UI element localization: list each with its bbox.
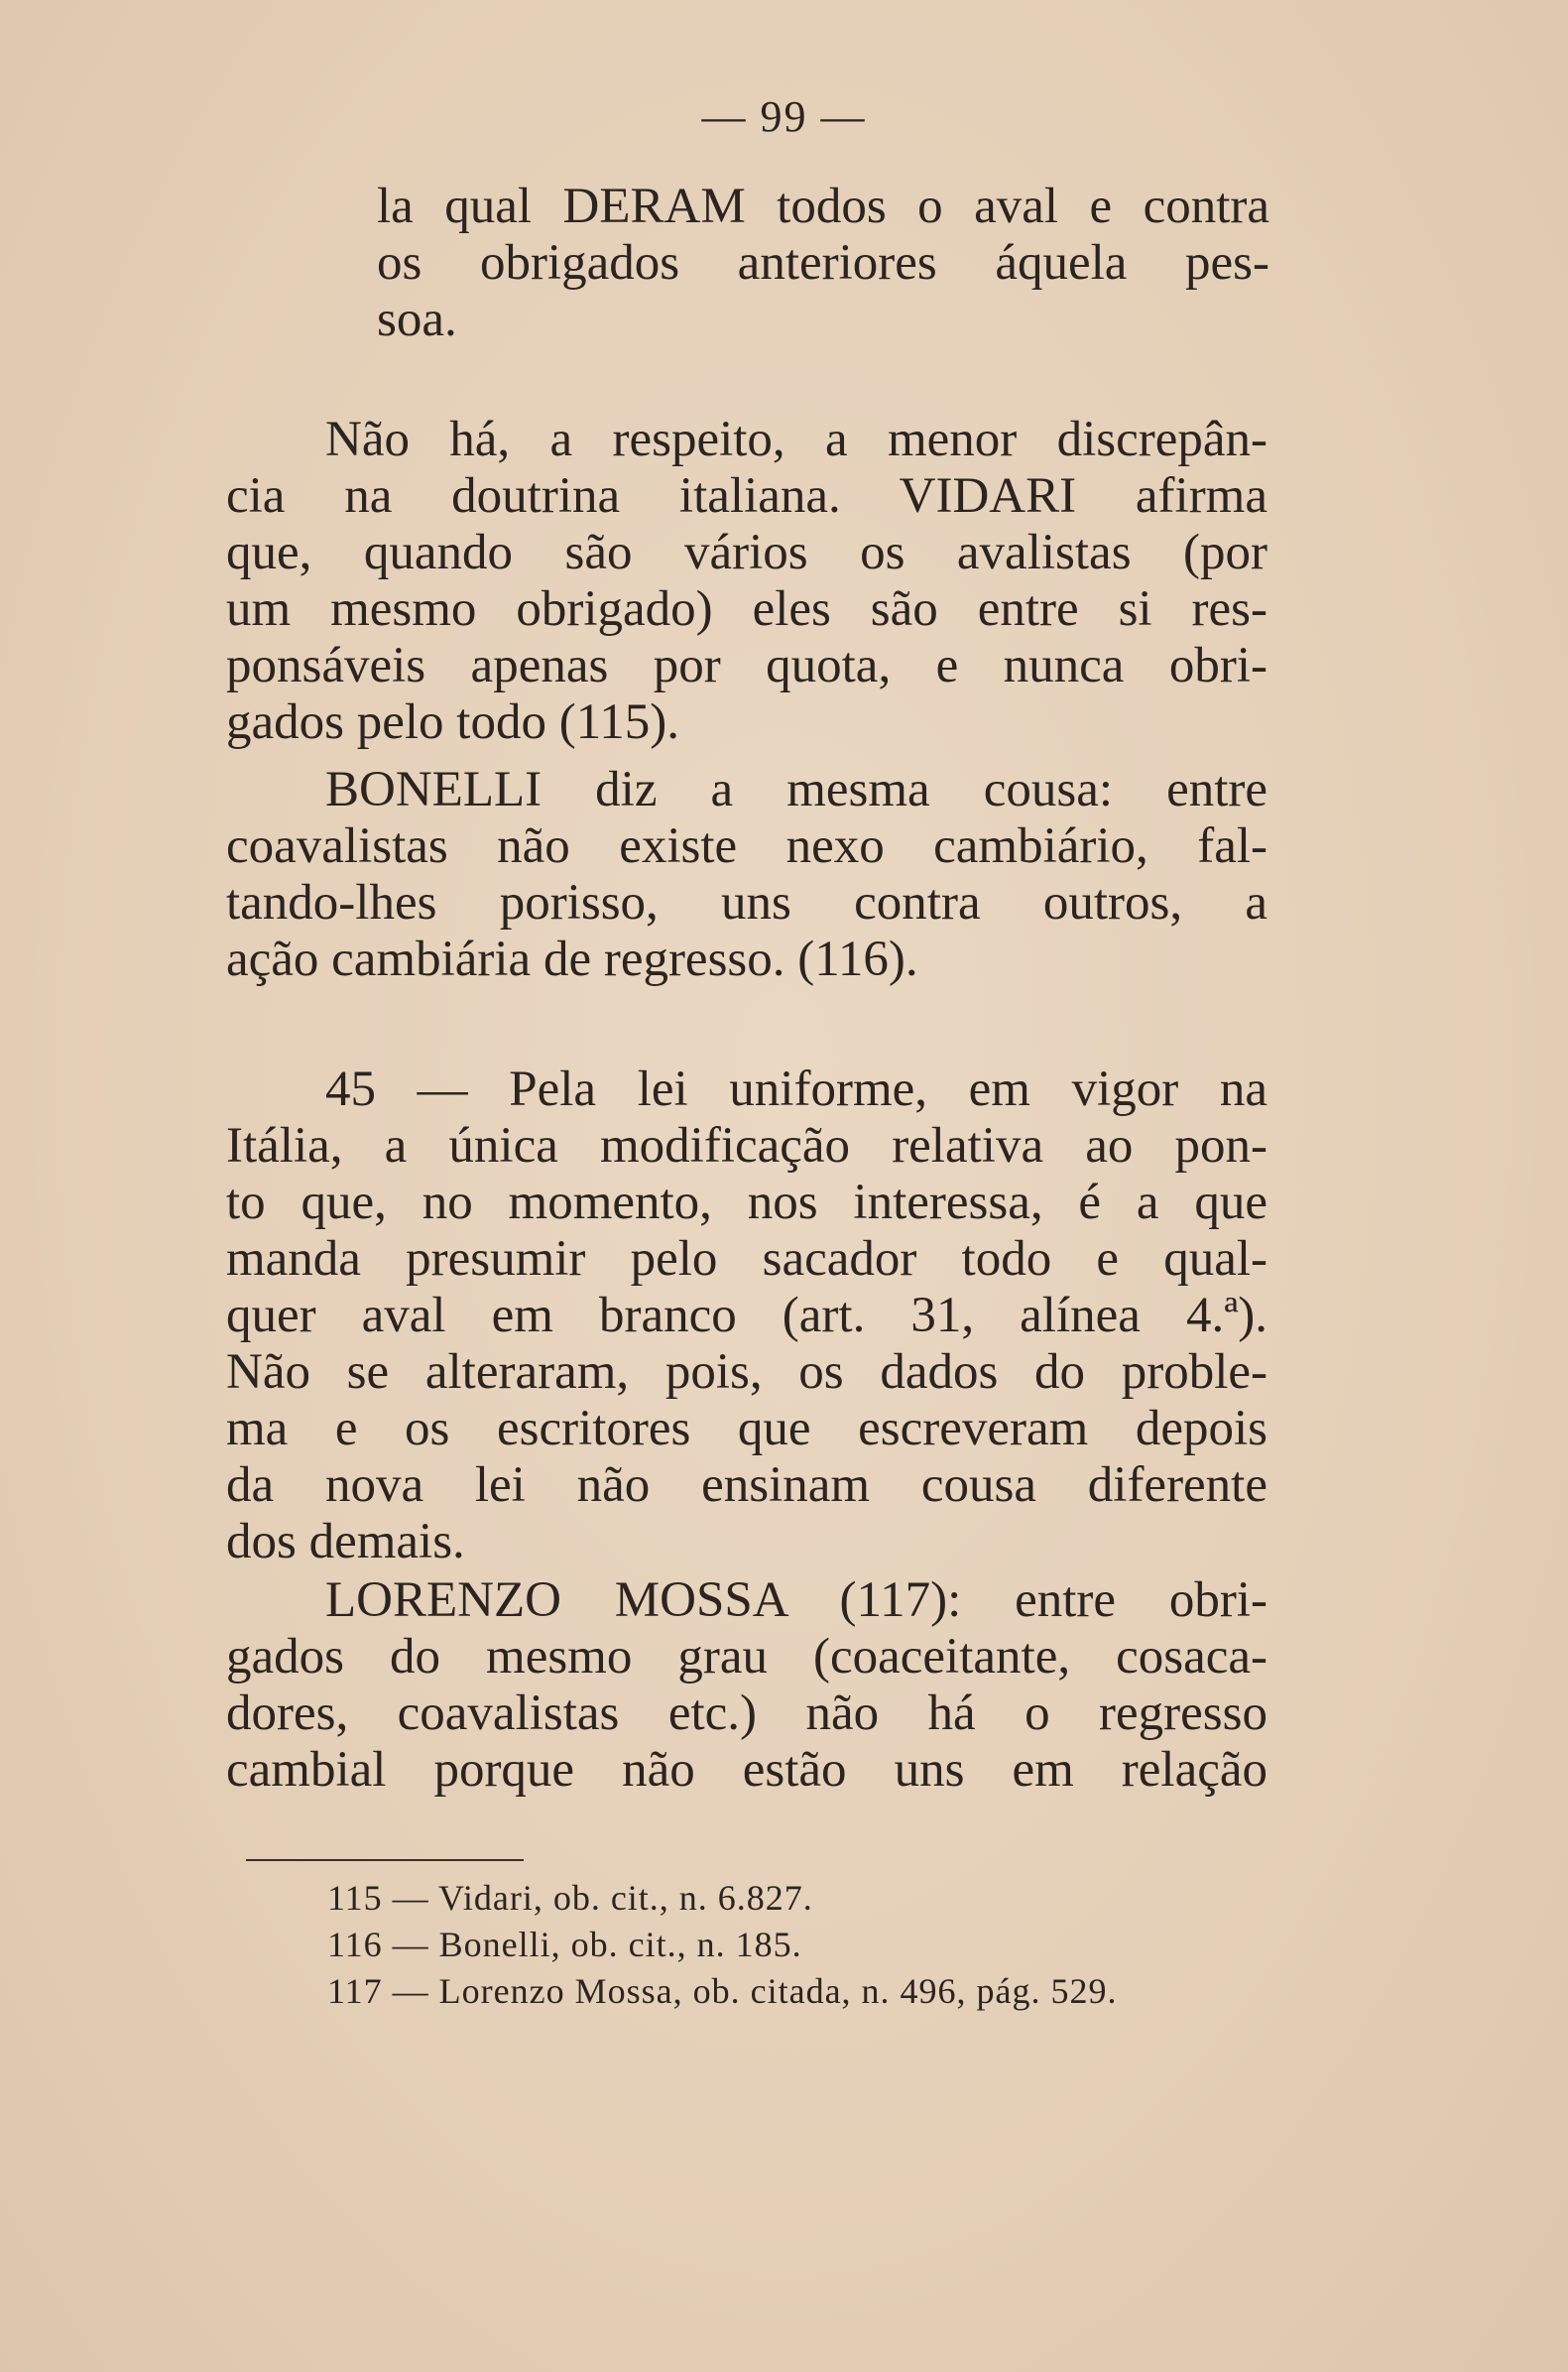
footnotes [327, 1875, 1279, 2015]
paragraph-mossa [226, 1572, 1267, 1799]
text-line: coavalistas não existe nexo cambiário, fal- [226, 818, 1267, 874]
text-line: cambial porque não estão uns em relação [226, 1742, 1267, 1798]
footnote-divider [246, 1859, 524, 1861]
footnote-117: 117 — Lorenzo Mossa, ob. citada, n. 496, pág. 529. [327, 1971, 1118, 2011]
text-line: os obrigados anteriores áquela pes- [377, 235, 1269, 291]
paragraph-bonelli [226, 762, 1267, 988]
text-line: quer aval em branco (art. 31, alínea 4.ª). [226, 1288, 1267, 1343]
paragraph-section-45 [226, 1061, 1267, 1570]
text-line: Não há, a respeito, a menor discrepân- [325, 412, 1267, 467]
text-line: Itália, a única modificação relativa ao pon- [226, 1118, 1267, 1174]
text-line: la qual DERAM todos o aval e contra [377, 179, 1269, 234]
text-line: ação cambiária de regresso. (116). [226, 932, 918, 987]
text-line: BONELLI diz a mesma cousa: entre [325, 762, 1267, 817]
footnote-116: 116 — Bonelli, ob. cit., n. 185. [327, 1925, 802, 1964]
text-line: que, quando são vários os avalistas (por [226, 525, 1267, 580]
text-line: soa. [377, 292, 457, 347]
text-line: tando-lhes porisso, uns contra outros, a [226, 875, 1267, 931]
text-line: um mesmo obrigado) eles são entre si res- [226, 581, 1267, 637]
text-line: dores, coavalistas etc.) não há o regresso [226, 1685, 1267, 1741]
text-line: manda presumir pelo sacador todo e qual- [226, 1231, 1267, 1287]
text-line: LORENZO MOSSA (117): entre obri- [325, 1572, 1267, 1628]
text-line: Não se alteraram, pois, os dados do proble- [226, 1344, 1267, 1400]
text-line: dos demais. [226, 1514, 465, 1569]
paragraph-vidari [226, 412, 1267, 751]
footnote-115: 115 — Vidari, ob. cit., n. 6.827. [327, 1878, 813, 1918]
text-line: gados do mesmo grau (coaceitante, cosaca- [226, 1629, 1267, 1685]
paragraph-continuation [377, 179, 1269, 348]
page-number: — 99 — [701, 92, 867, 141]
text-line: ponsáveis apenas por quota, e nunca obri- [226, 638, 1267, 693]
text-line: cia na doutrina italiana. VIDARI afirma [226, 468, 1267, 524]
text-line: ma e os escritores que escreveram depois [226, 1401, 1267, 1456]
text-line: to que, no momento, nos interessa, é a que [226, 1175, 1267, 1230]
text-line: da nova lei não ensinam cousa diferente [226, 1457, 1267, 1513]
text-line: gados pelo todo (115). [226, 694, 680, 750]
text-line: 45 — Pela lei uniforme, em vigor na [325, 1061, 1267, 1117]
